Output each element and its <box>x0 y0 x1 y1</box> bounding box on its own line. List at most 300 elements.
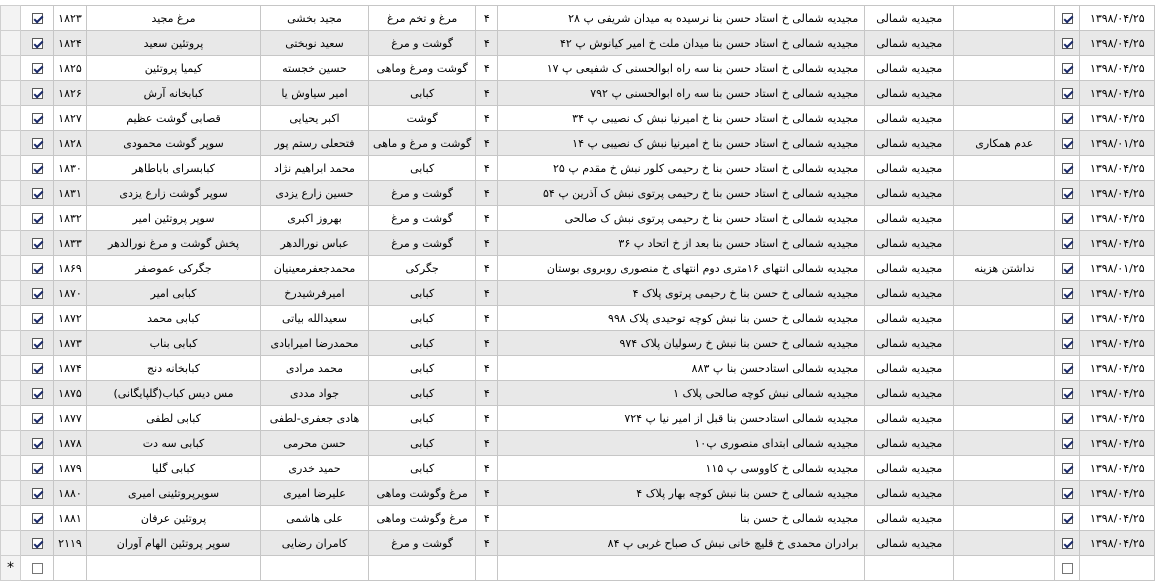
row-selector[interactable] <box>1 506 21 531</box>
note-cell[interactable] <box>954 81 1055 106</box>
table-row[interactable] <box>1 131 1155 156</box>
category-cell[interactable]: کبابی <box>369 281 476 306</box>
category-cell[interactable]: کبابی <box>369 456 476 481</box>
district-cell[interactable]: مجیدیه شمالی <box>865 431 954 456</box>
note-cell[interactable] <box>954 356 1055 381</box>
number-cell[interactable]: ۴ <box>476 181 498 206</box>
code-cell[interactable]: ۱۸۲۸ <box>54 131 87 156</box>
table-row[interactable] <box>1 506 1155 531</box>
checkbox[interactable] <box>32 13 43 24</box>
table-row[interactable] <box>1 456 1155 481</box>
note-cell[interactable] <box>954 156 1055 181</box>
category-cell[interactable]: کبابی <box>369 356 476 381</box>
category-cell[interactable]: کبابی <box>369 81 476 106</box>
checkbox[interactable] <box>32 363 43 374</box>
number-cell[interactable]: ۴ <box>476 506 498 531</box>
district-cell[interactable]: مجیدیه شمالی <box>865 181 954 206</box>
store-name-cell[interactable]: کبابی گلیا <box>87 456 261 481</box>
code-cell[interactable]: ۱۸۷۲ <box>54 306 87 331</box>
address-cell[interactable]: مجیدیه شمالی انتهای ۱۶متری دوم انتهای خ منصوری روبروی بوستان <box>498 256 865 281</box>
district-cell[interactable]: مجیدیه شمالی <box>865 306 954 331</box>
manager-cell[interactable]: مجید بخشی <box>261 6 369 31</box>
manager-cell[interactable]: جواد مددی <box>261 381 369 406</box>
checkbox[interactable] <box>1062 413 1073 424</box>
note-cell[interactable] <box>954 406 1055 431</box>
row-selector[interactable] <box>1 306 21 331</box>
table-row[interactable] <box>1 31 1155 56</box>
category-cell[interactable]: مرغ وگوشت وماهی <box>369 506 476 531</box>
number-cell[interactable]: ۴ <box>476 156 498 181</box>
new-record-row[interactable] <box>1 556 1155 581</box>
store-name-cell[interactable]: کبابی محمد <box>87 306 261 331</box>
checkbox[interactable] <box>32 263 43 274</box>
checkbox[interactable] <box>1062 538 1073 549</box>
empty-cell[interactable] <box>87 556 261 581</box>
address-cell[interactable]: مجیدیه شمالی خ استاد حسن بنا نرسیده به میدان شریفی پ ۲۸ <box>498 6 865 31</box>
code-cell[interactable]: ۱۸۳۱ <box>54 181 87 206</box>
row-selector[interactable] <box>1 31 21 56</box>
date-cell[interactable]: ۱۳۹۸/۰۴/۲۵ <box>1080 56 1155 81</box>
address-cell[interactable]: مجیدیه شمالی خ استاد حسن بنا بعد از خ اتحاد پ ۳۶ <box>498 231 865 256</box>
address-cell[interactable]: مجیدیه شمالی خ استاد حسن بنا سه راه ابوالحسنی پ ۷۹۲ <box>498 81 865 106</box>
note-cell[interactable] <box>954 481 1055 506</box>
table-row[interactable] <box>1 156 1155 181</box>
store-name-cell[interactable]: پخش گوشت و مرغ نورالدهر <box>87 231 261 256</box>
table-row[interactable] <box>1 406 1155 431</box>
row-selector[interactable] <box>1 181 21 206</box>
checkbox[interactable] <box>32 163 43 174</box>
note-cell[interactable] <box>954 531 1055 556</box>
code-cell[interactable]: ۱۸۷۸ <box>54 431 87 456</box>
empty-cell[interactable] <box>865 556 954 581</box>
checkbox[interactable] <box>1062 363 1073 374</box>
code-cell[interactable]: ۱۸۷۰ <box>54 281 87 306</box>
table-row[interactable] <box>1 56 1155 81</box>
row-selector[interactable] <box>1 456 21 481</box>
code-cell[interactable]: ۱۸۲۴ <box>54 31 87 56</box>
date-cell[interactable]: ۱۳۹۸/۰۴/۲۵ <box>1080 431 1155 456</box>
date-cell[interactable]: ۱۳۹۸/۰۴/۲۵ <box>1080 106 1155 131</box>
category-cell[interactable]: مرغ وگوشت وماهی <box>369 481 476 506</box>
manager-cell[interactable]: فتحعلی رستم پور <box>261 131 369 156</box>
note-cell[interactable] <box>954 281 1055 306</box>
category-cell[interactable]: کبابی <box>369 431 476 456</box>
manager-cell[interactable]: حسین خجسته <box>261 56 369 81</box>
address-cell[interactable]: برادران محمدی خ قلیچ خانی نبش ک صباح غربی پ ۸۴ <box>498 531 865 556</box>
checkbox[interactable] <box>1062 463 1073 474</box>
address-cell[interactable]: مجیدیه شمالی خ استاد حسن بنا خ رحیمی پرتوی نبش ک آذرین پ ۵۴ <box>498 181 865 206</box>
category-cell[interactable]: گوشت و مرغ <box>369 531 476 556</box>
checkbox[interactable] <box>32 213 43 224</box>
address-cell[interactable]: مجیدیه شمالی استادحسن بنا پ ۸۸۳ <box>498 356 865 381</box>
note-cell[interactable] <box>954 506 1055 531</box>
checkbox[interactable] <box>32 463 43 474</box>
row-selector[interactable] <box>1 356 21 381</box>
checkbox[interactable] <box>32 238 43 249</box>
row-selector[interactable] <box>1 231 21 256</box>
code-cell[interactable]: ۲۱۱۹ <box>54 531 87 556</box>
manager-cell[interactable]: امیر سیاوش یا <box>261 81 369 106</box>
category-cell[interactable]: مرغ و تخم مرغ <box>369 6 476 31</box>
code-cell[interactable]: ۱۸۷۷ <box>54 406 87 431</box>
row-selector[interactable] <box>1 206 21 231</box>
checkbox[interactable] <box>32 413 43 424</box>
table-row[interactable] <box>1 231 1155 256</box>
row-selector[interactable] <box>1 331 21 356</box>
address-cell[interactable]: مجیدیه شمالی خ حسن بنا نبش خ رسولیان پلاک ۹۷۴ <box>498 331 865 356</box>
row-selector[interactable] <box>1 481 21 506</box>
store-name-cell[interactable]: پروتئین عرفان <box>87 506 261 531</box>
note-cell[interactable]: عدم همکاری <box>954 131 1055 156</box>
store-name-cell[interactable]: کیمیا پروتئین <box>87 56 261 81</box>
date-cell[interactable]: ۱۳۹۸/۰۴/۲۵ <box>1080 281 1155 306</box>
district-cell[interactable]: مجیدیه شمالی <box>865 31 954 56</box>
note-cell[interactable] <box>954 31 1055 56</box>
code-cell[interactable]: ۱۸۶۹ <box>54 256 87 281</box>
code-cell[interactable]: ۱۸۷۵ <box>54 381 87 406</box>
category-cell[interactable]: گوشت و مرغ <box>369 206 476 231</box>
checkbox[interactable] <box>1062 338 1073 349</box>
store-name-cell[interactable]: کبابخانه دنج <box>87 356 261 381</box>
district-cell[interactable]: مجیدیه شمالی <box>865 81 954 106</box>
code-cell[interactable]: ۱۸۳۲ <box>54 206 87 231</box>
date-cell[interactable]: ۱۳۹۸/۰۱/۲۵ <box>1080 256 1155 281</box>
code-cell[interactable]: ۱۸۲۵ <box>54 56 87 81</box>
address-cell[interactable]: مجیدیه شمالی ابتدای منصوری پ۱۰ <box>498 431 865 456</box>
number-cell[interactable]: ۴ <box>476 456 498 481</box>
table-row[interactable] <box>1 481 1155 506</box>
district-cell[interactable]: مجیدیه شمالی <box>865 156 954 181</box>
store-name-cell[interactable]: سوپر گوشت زارع یزدی <box>87 181 261 206</box>
district-cell[interactable]: مجیدیه شمالی <box>865 331 954 356</box>
note-cell[interactable] <box>954 6 1055 31</box>
empty-cell[interactable] <box>54 556 87 581</box>
address-cell[interactable]: مجیدیه شمالی خ حسن بنا خ رحیمی پرتوی پلاک ۴ <box>498 281 865 306</box>
address-cell[interactable]: مجیدیه شمالی خ استاد حسن بنا خ رحیمی کلور نبش خ مقدم پ ۲۵ <box>498 156 865 181</box>
manager-cell[interactable]: امیرفرشیدرخ <box>261 281 369 306</box>
checkbox[interactable] <box>1062 563 1073 574</box>
empty-cell[interactable] <box>1080 556 1155 581</box>
category-cell[interactable]: گوشت <box>369 106 476 131</box>
date-cell[interactable]: ۱۳۹۸/۰۴/۲۵ <box>1080 481 1155 506</box>
checkbox[interactable] <box>32 138 43 149</box>
district-cell[interactable]: مجیدیه شمالی <box>865 381 954 406</box>
date-cell[interactable]: ۱۳۹۸/۰۱/۲۵ <box>1080 131 1155 156</box>
note-cell[interactable] <box>954 306 1055 331</box>
address-cell[interactable]: مجیدیه شمالی خ استاد حسن بنا خ رحیمی پرتوی نبش ک صالحی <box>498 206 865 231</box>
number-cell[interactable]: ۴ <box>476 531 498 556</box>
category-cell[interactable]: کبابی <box>369 331 476 356</box>
address-cell[interactable]: مجیدیه شمالی نبش کوچه صالحی پلاک ۱ <box>498 381 865 406</box>
category-cell[interactable]: کبابی <box>369 306 476 331</box>
note-cell[interactable] <box>954 331 1055 356</box>
row-selector[interactable] <box>1 281 21 306</box>
district-cell[interactable]: مجیدیه شمالی <box>865 106 954 131</box>
note-cell[interactable] <box>954 381 1055 406</box>
note-cell[interactable]: نداشتن هزینه <box>954 256 1055 281</box>
manager-cell[interactable]: عباس نورالدهر <box>261 231 369 256</box>
checkbox[interactable] <box>1062 513 1073 524</box>
checkbox[interactable] <box>32 188 43 199</box>
row-selector[interactable] <box>1 81 21 106</box>
number-cell[interactable]: ۴ <box>476 206 498 231</box>
district-cell[interactable]: مجیدیه شمالی <box>865 456 954 481</box>
store-name-cell[interactable]: سوپر پروتئین امیر <box>87 206 261 231</box>
district-cell[interactable]: مجیدیه شمالی <box>865 131 954 156</box>
number-cell[interactable]: ۴ <box>476 381 498 406</box>
number-cell[interactable]: ۴ <box>476 431 498 456</box>
row-selector[interactable] <box>1 431 21 456</box>
manager-cell[interactable]: حسین زارع یزدی <box>261 181 369 206</box>
manager-cell[interactable]: محمد مرادی <box>261 356 369 381</box>
checkbox[interactable] <box>1062 13 1073 24</box>
district-cell[interactable]: مجیدیه شمالی <box>865 56 954 81</box>
store-name-cell[interactable]: سوپرپروتئینی امیری <box>87 481 261 506</box>
category-cell[interactable]: گوشت و مرغ <box>369 181 476 206</box>
row-selector[interactable] <box>1 106 21 131</box>
checkbox[interactable] <box>32 113 43 124</box>
district-cell[interactable]: مجیدیه شمالی <box>865 406 954 431</box>
number-cell[interactable]: ۴ <box>476 81 498 106</box>
code-cell[interactable]: ۱۸۳۳ <box>54 231 87 256</box>
table-row[interactable] <box>1 256 1155 281</box>
checkbox[interactable] <box>1062 213 1073 224</box>
checkbox[interactable] <box>1062 388 1073 399</box>
checkbox[interactable] <box>32 388 43 399</box>
table-row[interactable] <box>1 356 1155 381</box>
store-name-cell[interactable]: کبابسرای باباطاهر <box>87 156 261 181</box>
table-row[interactable] <box>1 531 1155 556</box>
address-cell[interactable]: مجیدیه شمالی خ کاووسی پ ۱۱۵ <box>498 456 865 481</box>
category-cell[interactable]: گوشت و مرغ و ماهی <box>369 131 476 156</box>
date-cell[interactable]: ۱۳۹۸/۰۴/۲۵ <box>1080 231 1155 256</box>
checkbox[interactable] <box>1062 238 1073 249</box>
category-cell[interactable]: جگرکی <box>369 256 476 281</box>
table-row[interactable] <box>1 381 1155 406</box>
checkbox[interactable] <box>1062 88 1073 99</box>
address-cell[interactable]: مجیدیه شمالی خ حسن بنا نبش کوچه بهار پلاک ۴ <box>498 481 865 506</box>
checkbox[interactable] <box>32 538 43 549</box>
checkbox[interactable] <box>1062 488 1073 499</box>
code-cell[interactable]: ۱۸۳۰ <box>54 156 87 181</box>
category-cell[interactable]: کبابی <box>369 381 476 406</box>
district-cell[interactable]: مجیدیه شمالی <box>865 6 954 31</box>
manager-cell[interactable]: کامران رضایی <box>261 531 369 556</box>
code-cell[interactable]: ۱۸۲۶ <box>54 81 87 106</box>
note-cell[interactable] <box>954 431 1055 456</box>
checkbox[interactable] <box>32 288 43 299</box>
note-cell[interactable] <box>954 106 1055 131</box>
new-record-selector[interactable] <box>1 556 21 581</box>
address-cell[interactable]: مجیدیه شمالی خ حسن بنا نبش کوچه توحیدی پلاک ۹۹۸ <box>498 306 865 331</box>
date-cell[interactable]: ۱۳۹۸/۰۴/۲۵ <box>1080 531 1155 556</box>
store-name-cell[interactable]: کبابی بناب <box>87 331 261 356</box>
store-name-cell[interactable]: مرغ مجید <box>87 6 261 31</box>
date-cell[interactable]: ۱۳۹۸/۰۴/۲۵ <box>1080 406 1155 431</box>
date-cell[interactable]: ۱۳۹۸/۰۴/۲۵ <box>1080 31 1155 56</box>
checkbox[interactable] <box>1062 113 1073 124</box>
number-cell[interactable]: ۴ <box>476 256 498 281</box>
checkbox[interactable] <box>32 488 43 499</box>
district-cell[interactable]: مجیدیه شمالی <box>865 281 954 306</box>
code-cell[interactable]: ۱۸۷۳ <box>54 331 87 356</box>
number-cell[interactable]: ۴ <box>476 131 498 156</box>
code-cell[interactable]: ۱۸۲۳ <box>54 6 87 31</box>
note-cell[interactable] <box>954 181 1055 206</box>
empty-cell[interactable] <box>369 556 476 581</box>
manager-cell[interactable]: بهروز اکبری <box>261 206 369 231</box>
date-cell[interactable]: ۱۳۹۸/۰۴/۲۵ <box>1080 206 1155 231</box>
row-selector[interactable] <box>1 406 21 431</box>
date-cell[interactable]: ۱۳۹۸/۰۴/۲۵ <box>1080 506 1155 531</box>
row-selector[interactable] <box>1 56 21 81</box>
address-cell[interactable]: مجیدیه شمالی خ استاد حسن بنا سه راه ابوالحسنی ک شفیعی پ ۱۷ <box>498 56 865 81</box>
manager-cell[interactable]: محمد ابراهیم نژاد <box>261 156 369 181</box>
number-cell[interactable]: ۴ <box>476 31 498 56</box>
checkbox[interactable] <box>1062 438 1073 449</box>
code-cell[interactable]: ۱۸۸۱ <box>54 506 87 531</box>
store-name-cell[interactable]: جگرکی عموصفر <box>87 256 261 281</box>
manager-cell[interactable]: محمدرضا امیرابادی <box>261 331 369 356</box>
number-cell[interactable]: ۴ <box>476 306 498 331</box>
number-cell[interactable]: ۴ <box>476 106 498 131</box>
empty-cell[interactable] <box>261 556 369 581</box>
empty-cell[interactable] <box>498 556 865 581</box>
row-selector[interactable] <box>1 131 21 156</box>
manager-cell[interactable]: حسن محرمی <box>261 431 369 456</box>
store-name-cell[interactable]: سوپر گوشت محمودی <box>87 131 261 156</box>
note-cell[interactable] <box>954 206 1055 231</box>
checkbox[interactable] <box>32 88 43 99</box>
district-cell[interactable]: مجیدیه شمالی <box>865 356 954 381</box>
store-name-cell[interactable]: پروتئین سعید <box>87 31 261 56</box>
checkbox[interactable] <box>1062 38 1073 49</box>
checkbox[interactable] <box>1062 63 1073 74</box>
empty-cell[interactable] <box>954 556 1055 581</box>
date-cell[interactable]: ۱۳۹۸/۰۴/۲۵ <box>1080 181 1155 206</box>
table-row[interactable] <box>1 281 1155 306</box>
row-selector[interactable] <box>1 156 21 181</box>
category-cell[interactable]: گوشت و مرغ <box>369 231 476 256</box>
checkbox[interactable] <box>1062 313 1073 324</box>
checkbox[interactable] <box>32 313 43 324</box>
address-cell[interactable]: مجیدیه شمالی خ حسن بنا <box>498 506 865 531</box>
date-cell[interactable]: ۱۳۹۸/۰۴/۲۵ <box>1080 456 1155 481</box>
date-cell[interactable]: ۱۳۹۸/۰۴/۲۵ <box>1080 81 1155 106</box>
note-cell[interactable] <box>954 231 1055 256</box>
district-cell[interactable]: مجیدیه شمالی <box>865 206 954 231</box>
checkbox[interactable] <box>1062 188 1073 199</box>
store-name-cell[interactable]: کبابی سه دت <box>87 431 261 456</box>
checkbox[interactable] <box>1062 288 1073 299</box>
checkbox[interactable] <box>32 38 43 49</box>
date-cell[interactable]: ۱۳۹۸/۰۴/۲۵ <box>1080 306 1155 331</box>
number-cell[interactable]: ۴ <box>476 406 498 431</box>
category-cell[interactable]: کبابی <box>369 406 476 431</box>
empty-cell[interactable] <box>476 556 498 581</box>
checkbox[interactable] <box>32 513 43 524</box>
date-cell[interactable]: ۱۳۹۸/۰۴/۲۵ <box>1080 156 1155 181</box>
code-cell[interactable]: ۱۸۷۹ <box>54 456 87 481</box>
checkbox[interactable] <box>32 438 43 449</box>
date-cell[interactable]: ۱۳۹۸/۰۴/۲۵ <box>1080 356 1155 381</box>
table-row[interactable] <box>1 306 1155 331</box>
district-cell[interactable]: مجیدیه شمالی <box>865 481 954 506</box>
address-cell[interactable]: مجیدیه شمالی خ استاد حسن بنا میدان ملت خ امیر کیانوش پ ۴۲ <box>498 31 865 56</box>
table-row[interactable] <box>1 206 1155 231</box>
row-selector[interactable] <box>1 6 21 31</box>
table-row[interactable] <box>1 431 1155 456</box>
district-cell[interactable]: مجیدیه شمالی <box>865 256 954 281</box>
code-cell[interactable]: ۱۸۲۷ <box>54 106 87 131</box>
number-cell[interactable]: ۴ <box>476 56 498 81</box>
date-cell[interactable]: ۱۳۹۸/۰۴/۲۵ <box>1080 381 1155 406</box>
checkbox[interactable] <box>32 63 43 74</box>
number-cell[interactable]: ۴ <box>476 6 498 31</box>
category-cell[interactable]: گوشت ومرغ وماهی <box>369 56 476 81</box>
row-selector[interactable] <box>1 531 21 556</box>
date-cell[interactable]: ۱۳۹۸/۰۴/۲۵ <box>1080 331 1155 356</box>
checkbox[interactable] <box>1062 138 1073 149</box>
store-name-cell[interactable]: سوپر پروتئین الهام آوران <box>87 531 261 556</box>
address-cell[interactable]: مجیدیه شمالی خ استاد حسن بنا خ امیرنیا نبش ک نصیبی پ ۱۴ <box>498 131 865 156</box>
store-name-cell[interactable]: کبابی امیر <box>87 281 261 306</box>
manager-cell[interactable]: سعیدالله بیاتی <box>261 306 369 331</box>
code-cell[interactable]: ۱۸۸۰ <box>54 481 87 506</box>
manager-cell[interactable]: علیرضا امیری <box>261 481 369 506</box>
manager-cell[interactable]: حمید خدری <box>261 456 369 481</box>
checkbox-cell <box>1055 456 1080 481</box>
address-cell[interactable]: مجیدیه شمالی استادحسن بنا قبل از امیر نیا پ ۷۲۴ <box>498 406 865 431</box>
manager-cell[interactable]: هادی جعفری-لطفی <box>261 406 369 431</box>
code-cell[interactable]: ۱۸۷۴ <box>54 356 87 381</box>
category-cell[interactable]: گوشت و مرغ <box>369 31 476 56</box>
district-cell[interactable]: مجیدیه شمالی <box>865 506 954 531</box>
store-name-cell[interactable]: مس دیس کباب(گلپایگانی) <box>87 381 261 406</box>
district-cell[interactable]: مجیدیه شمالی <box>865 231 954 256</box>
number-cell[interactable]: ۴ <box>476 281 498 306</box>
note-cell[interactable] <box>954 56 1055 81</box>
table-row[interactable] <box>1 6 1155 31</box>
table-row[interactable] <box>1 331 1155 356</box>
number-cell[interactable]: ۴ <box>476 231 498 256</box>
number-cell[interactable]: ۴ <box>476 356 498 381</box>
row-selector[interactable] <box>1 256 21 281</box>
address-cell[interactable]: مجیدیه شمالی خ استاد حسن بنا خ امیرنیا نبش ک نصیبی پ ۳۴ <box>498 106 865 131</box>
table-row[interactable] <box>1 106 1155 131</box>
number-cell[interactable]: ۴ <box>476 481 498 506</box>
row-selector[interactable] <box>1 381 21 406</box>
number-cell[interactable]: ۴ <box>476 331 498 356</box>
store-name-cell[interactable]: قصابی گوشت عظیم <box>87 106 261 131</box>
district-cell[interactable]: مجیدیه شمالی <box>865 531 954 556</box>
date-cell[interactable]: ۱۳۹۸/۰۴/۲۵ <box>1080 6 1155 31</box>
manager-cell[interactable]: اکبر یحیایی <box>261 106 369 131</box>
category-cell[interactable]: کبابی <box>369 156 476 181</box>
manager-cell[interactable]: سعید نوبختی <box>261 31 369 56</box>
checkbox[interactable] <box>32 563 43 574</box>
note-cell[interactable] <box>954 456 1055 481</box>
checkbox[interactable] <box>1062 263 1073 274</box>
checkbox[interactable] <box>32 338 43 349</box>
store-name-cell[interactable]: کبابی لطفی <box>87 406 261 431</box>
checkbox[interactable] <box>1062 163 1073 174</box>
manager-cell[interactable]: علی هاشمی <box>261 506 369 531</box>
manager-cell[interactable]: محمدجعفرمعینیان <box>261 256 369 281</box>
store-name-cell[interactable]: کبابخانه آرش <box>87 81 261 106</box>
table-row[interactable] <box>1 81 1155 106</box>
table-row[interactable] <box>1 181 1155 206</box>
